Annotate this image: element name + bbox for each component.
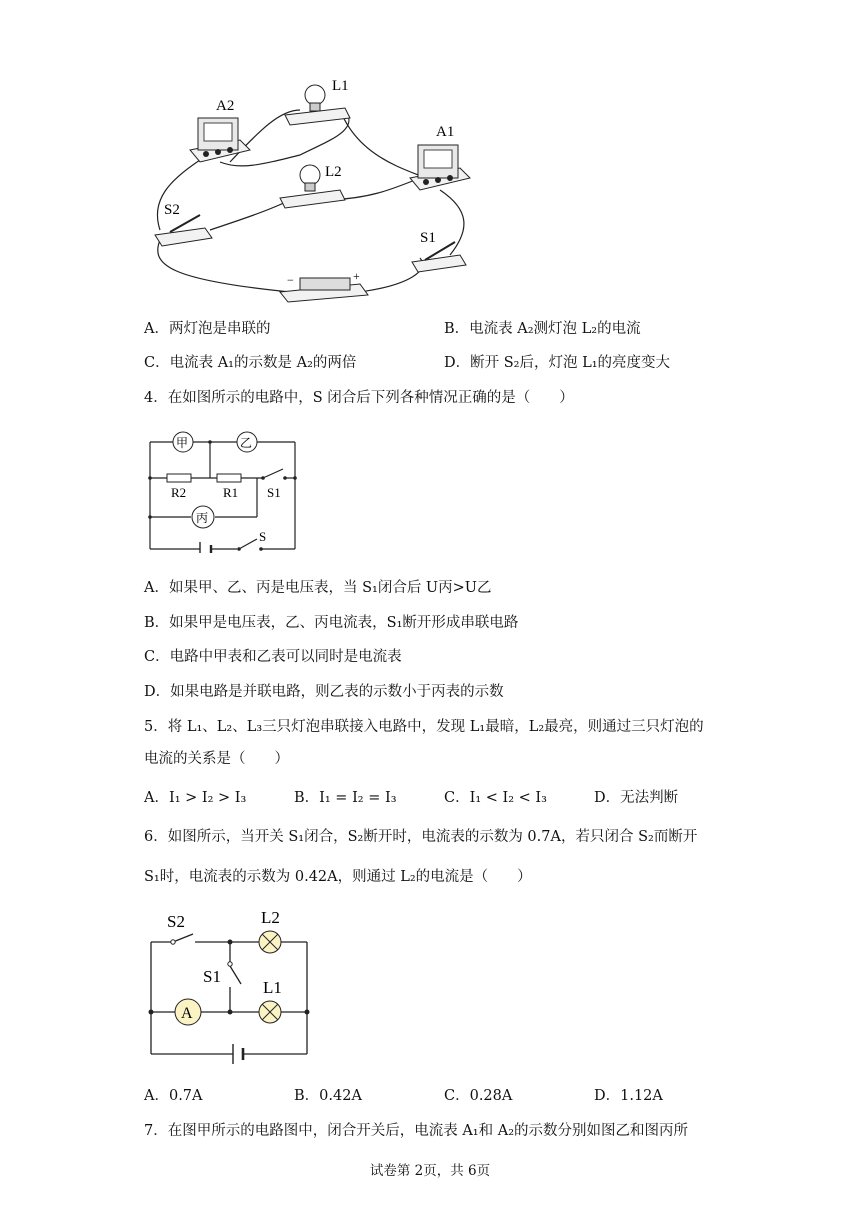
q6-option-d: D．1.12A <box>594 1088 663 1104</box>
figure-q6-circuit <box>145 905 315 1065</box>
meter-yi: 乙 <box>240 436 253 450</box>
figure-q4-circuit <box>145 425 300 553</box>
label-s1-q6: S1 <box>203 967 221 986</box>
q5-option-d: D．无法判断 <box>594 790 679 806</box>
label-s2-q6: S2 <box>167 912 185 931</box>
q3-option-d: D．断开 S₂后，灯泡 L₁的亮度变大 <box>444 355 671 371</box>
label-l1-q6: L1 <box>263 978 282 997</box>
q4-option-a: A．如果甲、乙、丙是电压表，当 S₁闭合后 U丙>U乙 <box>144 580 492 596</box>
label-l1: L1 <box>332 78 349 94</box>
q3-option-b: B．电流表 A₂测灯泡 L₂的电流 <box>444 321 641 337</box>
label-a2: A2 <box>216 98 235 114</box>
label-s2: S2 <box>164 202 180 218</box>
q5-stem-line2: 电流的关系是（ ） <box>144 751 289 767</box>
ammeter-a2 <box>190 118 250 162</box>
ammeter-a-q6: A <box>181 1005 193 1022</box>
q7-stem-line1: 7．在图甲所示的电路图中，闭合开关后，电流表 A₁和 A₂的示数分别如图乙和图丙所 <box>144 1123 689 1139</box>
q5-option-c: C．I₁ < I₂ < I₃ <box>444 790 547 806</box>
switch-s1 <box>412 242 466 272</box>
label-s1-q4: S1 <box>267 485 281 500</box>
q3-option-c: C．电流表 A₁的示数是 A₂的两倍 <box>144 355 357 371</box>
label-r2: R2 <box>171 485 187 500</box>
q4-option-d: D．如果电路是并联电路，则乙表的示数小于丙表的示数 <box>144 684 504 700</box>
q5-stem-line1: 5．将 L₁、L₂、L₃三只灯泡串联接入电路中，发现 L₁最暗，L₂最亮，则通过三只灯泡的 <box>144 719 704 735</box>
label-s1: S1 <box>420 230 436 246</box>
q5-option-b: B．I₁ = I₂ = I₃ <box>294 790 397 806</box>
q4-stem: 4．在如图所示的电路中，S 闭合后下列各种情况正确的是（ ） <box>144 390 574 406</box>
label-a1: A1 <box>436 124 455 140</box>
q6-stem-line1: 6．如图所示，当开关 S₁闭合，S₂断开时，电流表的示数为 0.7A，若只闭合 S₂而断开 <box>144 829 698 845</box>
battery-minus: − <box>287 273 294 287</box>
q6-option-a: A．0.7A <box>144 1088 203 1104</box>
label-r1: R1 <box>223 485 239 500</box>
q4-option-c: C．电路中甲表和乙表可以同时是电流表 <box>144 649 402 665</box>
label-l2: L2 <box>325 164 342 180</box>
q6-stem-line2: S₁时，电流表的示数为 0.42A，则通过 L₂的电流是（ ） <box>144 869 532 885</box>
lamp-l1-q6 <box>259 1001 281 1023</box>
ammeter-a1 <box>410 145 470 190</box>
label-s-q4: S <box>259 529 267 544</box>
q6-option-c: C．0.28A <box>444 1088 513 1104</box>
q4-option-b: B．如果甲是电压表，乙、丙电流表，S₁断开形成串联电路 <box>144 615 519 631</box>
label-l2-q6: L2 <box>261 908 280 927</box>
lamp-l2-q6 <box>259 931 281 953</box>
switch-s2 <box>155 215 212 246</box>
meter-jia: 甲 <box>176 436 189 450</box>
q5-option-a: A．I₁ > I₂ > I₃ <box>144 790 247 806</box>
page-footer: 试卷第 2页，共 6页 <box>369 1163 491 1179</box>
figure-physical-circuit <box>140 70 480 305</box>
meter-bing: 丙 <box>196 511 209 525</box>
q3-option-a: A．两灯泡是串联的 <box>144 321 271 337</box>
q6-option-b: B．0.42A <box>294 1088 362 1104</box>
battery-plus: + <box>353 269 360 283</box>
